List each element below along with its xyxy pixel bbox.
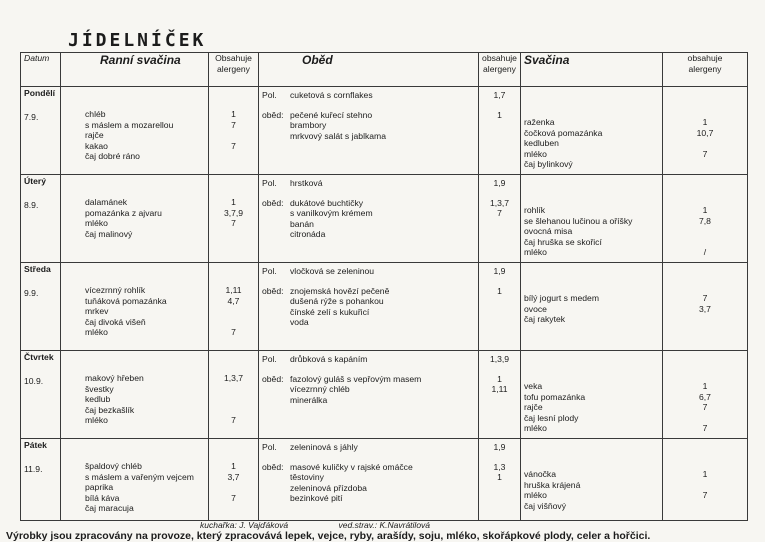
ranni-alergeny-cell (209, 351, 259, 439)
allergen-value: 1 (702, 205, 708, 215)
header-obed-label: Oběd (302, 53, 333, 67)
obed-alergeny-cell (479, 351, 521, 439)
soup-label: Pol. (262, 178, 277, 188)
allergen-value: 6,7 (699, 391, 711, 402)
header-alergeny-2 (479, 53, 521, 87)
allergen-value (666, 413, 744, 424)
allergen-value: 7 (231, 119, 236, 130)
allergen-value: / (703, 247, 707, 257)
allergen-value: 1 (702, 381, 708, 391)
menu-item: mléko (524, 247, 547, 257)
main-course-item: zeleninová přízdoba (290, 482, 367, 493)
soup-line (262, 266, 475, 277)
menu-item: čaj hruška se skořicí (524, 236, 602, 247)
menu-item: čaj višňový (524, 500, 567, 511)
day-name: Pátek (24, 440, 47, 450)
allergen-value: 1 (497, 472, 502, 482)
allergen-value (482, 395, 517, 406)
main-course-line (262, 472, 475, 483)
header-alergeny-2-label: alergeny (483, 63, 516, 74)
menu-item: čaj maracuja (85, 503, 134, 513)
soup-name: drůbková s kapáním (290, 354, 368, 364)
ranni-cell (61, 175, 209, 263)
menu-item: s máslem a vařeným vejcem (85, 471, 194, 482)
allergen-note: Výrobky jsou zpracovány na provoze, který zpracovává lepek, vejce, ryby, arašídy, soju, mléko, skořápkové plody, celer a hořčici. (6, 530, 651, 542)
main-course-line (262, 384, 475, 395)
allergen-value: 1,3,7 (223, 373, 244, 383)
allergen-value (212, 317, 255, 328)
allergen-value: 3,7,9 (223, 207, 244, 218)
menu-item: mléko (85, 327, 108, 337)
header-alergeny-3-label: alergeny (688, 63, 722, 74)
ranni-alergeny-cell (209, 439, 259, 521)
menu-item: čaj rakytek (524, 314, 566, 324)
day-row (21, 351, 748, 439)
menu-item: mléko (524, 423, 547, 433)
header-svacina (521, 53, 663, 87)
main-course-item: mrkvový salát s jablkama (290, 130, 386, 141)
allergen-value (212, 384, 255, 395)
allergen-value (482, 296, 517, 307)
header-obsahuje-1: Obsahuje (215, 53, 252, 63)
main-course-line (262, 374, 475, 385)
soup-line (262, 442, 475, 453)
soup-allergens: 1,9 (493, 442, 506, 452)
obed-alergeny-cell (479, 439, 521, 521)
allergen-value: 1 (702, 117, 708, 127)
main-label: oběd: (262, 197, 284, 208)
soup-name: zeleninová s jáhly (290, 442, 358, 452)
allergen-value (482, 317, 517, 328)
soup-label: Pol. (262, 266, 277, 276)
day-date: 11.9. (24, 463, 43, 474)
menu-item: rajče (85, 130, 104, 140)
ranni-cell (61, 351, 209, 439)
menu-item: mléko (85, 415, 108, 425)
main-course-item: voda (290, 317, 309, 327)
menu-item: mléko (524, 148, 547, 159)
header-alergeny-1 (209, 53, 259, 87)
header-obsahuje-2: obsahuje (482, 53, 517, 63)
allergen-value: 7 (231, 218, 236, 228)
main-course-line (262, 317, 475, 328)
allergen-value: 7 (702, 148, 708, 159)
menu-item: paprika (85, 482, 114, 492)
menu-item: čaj divoká višeň (85, 316, 146, 327)
main-course-line (262, 198, 475, 209)
allergen-value (212, 151, 255, 162)
allergen-value: 7 (497, 208, 502, 218)
menu-item: kedluben (524, 138, 559, 148)
menu-item: kedlub (85, 394, 111, 404)
soup-name: cuketová s cornflakes (290, 90, 373, 100)
allergen-value: 1 (497, 285, 502, 296)
menu-item: chléb (85, 109, 106, 119)
header-row (21, 53, 748, 87)
soup-allergens: 1,7 (493, 90, 506, 100)
day-cell (21, 87, 61, 175)
allergen-value: 7 (702, 490, 708, 500)
allergen-value (666, 138, 744, 149)
allergen-value: 1 (497, 109, 502, 120)
main-course-line (262, 219, 475, 230)
main-course-line (262, 483, 475, 494)
day-date: 9.9. (24, 287, 39, 298)
day-row (21, 87, 748, 175)
footer (200, 520, 478, 530)
soup-label: Pol. (262, 442, 277, 452)
obed-alergeny-cell (479, 263, 521, 351)
menu-item: mléko (524, 490, 547, 500)
allergen-value: 3,7 (227, 471, 240, 482)
main-course-item: bezinkové pití (290, 493, 343, 503)
allergen-value (212, 503, 255, 514)
menu-item: ovoce (524, 303, 547, 314)
obed-cell (259, 87, 479, 175)
allergen-value (482, 120, 517, 131)
menu-item: čaj dobré ráno (85, 151, 140, 161)
allergen-value: 4,7 (227, 295, 240, 306)
menu-item: čočková pomazánka (524, 127, 603, 138)
menu-item: raženka (524, 117, 555, 127)
header-ranni (61, 53, 209, 87)
allergen-value (212, 394, 255, 405)
header-obed (259, 53, 479, 87)
day-row (21, 439, 748, 521)
allergen-value: 7 (702, 423, 708, 433)
allergen-value (482, 219, 517, 230)
allergen-value: 1 (231, 197, 236, 207)
obed-alergeny-cell (479, 175, 521, 263)
allergen-value: 1 (497, 373, 502, 384)
day-name: Úterý (24, 176, 46, 186)
menu-item: ovocná misa (524, 226, 573, 236)
obed-cell (259, 351, 479, 439)
main-course-item: vícezrnný chléb (290, 384, 350, 394)
menu-item: čaj bezkašlík (85, 404, 135, 415)
allergen-value: 7 (231, 492, 236, 503)
menu-item: čaj malinový (85, 228, 133, 239)
menu-item: čaj lesní plody (524, 412, 579, 423)
allergen-value: 1,11 (225, 285, 242, 295)
menu-item: mrkev (85, 306, 109, 316)
main-course-line (262, 208, 475, 219)
main-course-item: pečené kuřecí stehno (290, 109, 373, 120)
menu-item: vícezrnný rohlík (85, 285, 146, 295)
page-title: JÍDELNÍČEK (68, 30, 207, 51)
menu-item: kakao (85, 140, 108, 151)
allergen-value (666, 159, 744, 170)
menu-table (20, 52, 748, 521)
svacina-cell (521, 439, 663, 521)
day-name: Pondělí (24, 88, 56, 98)
menu-item: veka (524, 381, 543, 391)
main-course-line (262, 286, 475, 297)
allergen-value: 1 (231, 461, 236, 471)
obed-cell (259, 439, 479, 521)
svacina-cell (521, 87, 663, 175)
main-course-line (262, 307, 475, 318)
main-label: oběd: (262, 461, 284, 472)
menu-item: tuňáková pomazánka (85, 295, 167, 306)
main-course-item: minerálka (290, 394, 328, 405)
svacina-alergeny-cell (663, 263, 748, 351)
menu-item: s máslem a mozarellou (85, 119, 174, 130)
main-course-item: čínské zelí s kukuřicí (290, 306, 370, 317)
soup-line (262, 90, 475, 101)
allergen-value: 1,3,7 (489, 197, 510, 208)
allergen-value (482, 483, 517, 494)
allergen-value: 7 (702, 402, 708, 412)
ranni-cell (61, 87, 209, 175)
menu-item: pomazánka z ajvaru (85, 207, 162, 218)
menu-item: rohlík (524, 205, 546, 215)
main-course-item: brambory (290, 120, 327, 130)
soup-label: Pol. (262, 90, 277, 100)
soup-name: vločková se zeleninou (290, 266, 375, 276)
allergen-value (482, 131, 517, 142)
main-course-line (262, 120, 475, 131)
soup-allergens: 1,9 (493, 266, 506, 276)
svacina-cell (521, 351, 663, 439)
allergen-value (666, 237, 744, 248)
main-course-line (262, 296, 475, 307)
header-svacina-label: Svačina (524, 53, 570, 67)
main-course-line (262, 110, 475, 121)
obed-cell (259, 175, 479, 263)
header-ranni-label: Ranní svačina (100, 53, 181, 67)
svacina-alergeny-cell (663, 175, 748, 263)
obed-cell (259, 263, 479, 351)
obed-alergeny-cell (479, 87, 521, 175)
menu-item: špaldový chléb (85, 461, 142, 471)
main-course-item: těstoviny (290, 472, 324, 482)
main-course-line (262, 493, 475, 504)
allergen-value: 7 (231, 415, 236, 425)
day-cell (21, 439, 61, 521)
ranni-alergeny-cell (209, 175, 259, 263)
ranni-cell (61, 263, 209, 351)
main-course-item: dukátové buchtičky (290, 197, 364, 208)
main-course-line (262, 229, 475, 240)
allergen-value (212, 130, 255, 141)
allergen-value (482, 229, 517, 240)
allergen-value: 7,8 (699, 215, 711, 226)
ranni-alergeny-cell (209, 87, 259, 175)
day-date: 8.9. (24, 199, 39, 210)
allergen-value (482, 307, 517, 318)
menu-item: tofu pomazánka (524, 391, 586, 402)
soup-name: hrstková (290, 178, 323, 188)
main-course-item: znojemská hovězí pečeně (290, 285, 390, 296)
allergen-value: 1,11 (491, 384, 508, 394)
menu-item: rajče (524, 402, 543, 412)
soup-label: Pol. (262, 354, 277, 364)
menu-item: hruška krájená (524, 479, 581, 490)
allergen-value (666, 480, 744, 491)
allergen-value (212, 229, 255, 240)
menu-item: makový hřeben (85, 373, 144, 383)
menu-item: dalamánek (85, 197, 128, 207)
day-cell (21, 175, 61, 263)
main-course-line (262, 131, 475, 142)
allergen-value (666, 501, 744, 512)
soup-allergens: 1,9 (493, 178, 506, 188)
day-cell (21, 263, 61, 351)
main-course-item: dušená rýže s pohankou (290, 296, 384, 306)
header-datum: Datum (21, 53, 61, 87)
main-course-item: masové kuličky v rajské omáčce (290, 461, 413, 472)
ranni-alergeny-cell (209, 263, 259, 351)
svacina-cell (521, 263, 663, 351)
allergen-value (212, 482, 255, 493)
allergen-value: 1 (231, 109, 236, 119)
soup-line (262, 354, 475, 365)
day-name: Středa (24, 264, 51, 274)
ranni-cell (61, 439, 209, 521)
main-label: oběd: (262, 285, 284, 296)
header-obsahuje-3: obsahuje (687, 53, 723, 63)
menu-item: švestky (85, 383, 114, 394)
allergen-value (212, 405, 255, 416)
header-alergeny-1-label: alergeny (217, 63, 250, 74)
svacina-alergeny-cell (663, 87, 748, 175)
menu-item: vánočka (524, 469, 557, 479)
day-row (21, 175, 748, 263)
menu-item: mléko (85, 218, 108, 228)
menu-item: se šlehanou lučinou a oříšky (524, 215, 633, 226)
menu-item: bílý jogurt s medem (524, 293, 599, 303)
allergen-value: 7 (702, 293, 708, 303)
soup-allergens: 1,3,9 (489, 354, 510, 364)
footer-vedouci: ved.strav.: K.Navrátilová (338, 520, 431, 530)
day-row (21, 263, 748, 351)
main-label: oběd: (262, 109, 284, 120)
svacina-alergeny-cell (663, 439, 748, 521)
day-date: 10.9. (24, 375, 44, 386)
menu-item: bílá káva (85, 492, 120, 503)
day-date: 7.9. (24, 111, 39, 122)
main-course-line (262, 462, 475, 473)
allergen-value: 1,3 (493, 461, 506, 472)
svacina-cell (521, 175, 663, 263)
footer-kucharka: kuchařka: J. Vajďáková (200, 520, 289, 530)
allergen-value: 7 (231, 140, 236, 151)
main-course-item: fazolový guláš s vepřovým masem (290, 373, 422, 384)
allergen-value: 10,7 (696, 127, 714, 138)
allergen-value (482, 493, 517, 504)
soup-line (262, 178, 475, 189)
day-name: Čtvrtek (24, 352, 54, 362)
allergen-value: 3,7 (699, 303, 711, 314)
allergen-value (212, 306, 255, 317)
main-course-item: citronáda (290, 229, 326, 239)
main-course-item: banán (290, 218, 314, 229)
svacina-alergeny-cell (663, 351, 748, 439)
main-course-line (262, 395, 475, 406)
day-cell (21, 351, 61, 439)
allergen-value: 7 (231, 327, 236, 337)
menu-item: čaj bylinkový (524, 159, 573, 169)
main-course-item: s vanilkovým krémem (290, 208, 373, 218)
main-label: oběd: (262, 373, 284, 384)
allergen-value: 1 (702, 469, 708, 479)
allergen-value (666, 314, 744, 325)
allergen-value (666, 226, 744, 237)
header-alergeny-3 (663, 53, 748, 87)
